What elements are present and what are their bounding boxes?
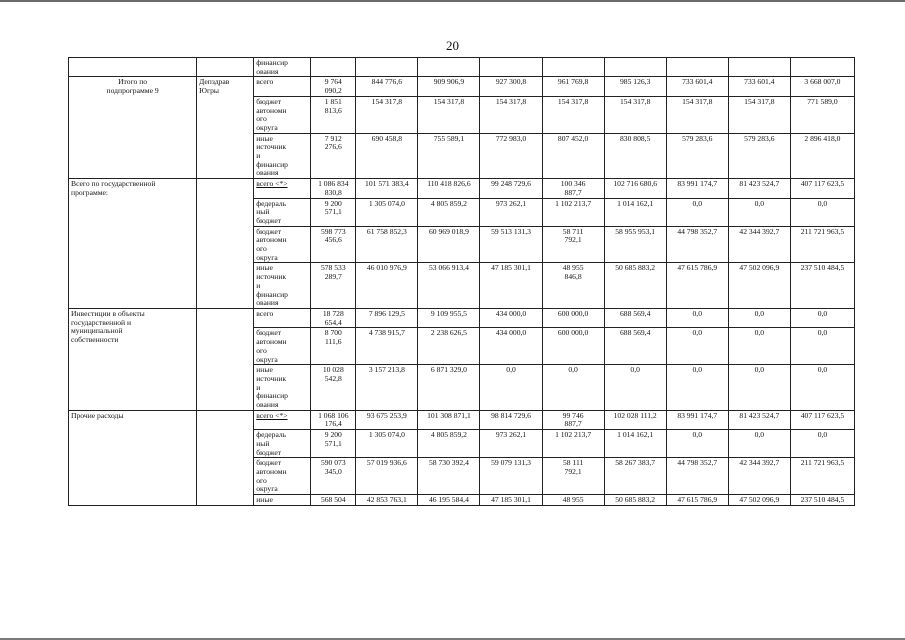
funding-source-cell: бюджет автономн ого округа [254,328,311,365]
value-cell: 690 458,8 [356,133,418,179]
value-cell: 50 685 883,2 [604,495,666,506]
value-cell: 600 000,0 [542,308,604,327]
funding-source-cell: иные источник и финансир ования [254,133,311,179]
value-cell: 961 769,8 [542,77,604,96]
value-cell: 9 200 571,1 [311,198,356,226]
value-cell: 0,0 [728,365,790,411]
budget-table [68,57,855,506]
value-cell: 211 721 963,5 [790,226,854,263]
value-cell: 102 716 680,6 [604,179,666,198]
value-cell: 985 126,3 [604,77,666,96]
budget-table-body [69,58,855,506]
value-cell: 0,0 [728,308,790,327]
value-cell [418,58,480,77]
value-cell: 600 000,0 [542,328,604,365]
value-cell: 579 283,6 [728,133,790,179]
value-cell: 733 601,4 [666,77,728,96]
value-cell: 58 955 953,1 [604,226,666,263]
value-cell: 47 185 301,1 [480,263,542,309]
value-cell [666,58,728,77]
value-cell: 0,0 [790,365,854,411]
executor-cell [197,179,254,309]
value-cell: 4 738 915,7 [356,328,418,365]
value-cell: 42 344 392,7 [728,458,790,495]
funding-source-cell: всего <*> [254,179,311,198]
value-cell: 1 102 213,7 [542,198,604,226]
value-cell [356,58,418,77]
value-cell: 154 317,8 [480,96,542,133]
executor-cell [197,308,254,410]
value-cell: 1 305 074,0 [356,430,418,458]
value-cell: 407 117 623,5 [790,410,854,429]
value-cell: 2 896 418,0 [790,133,854,179]
value-cell: 110 418 826,6 [418,179,480,198]
table-row [69,179,855,198]
value-cell: 9 109 955,5 [418,308,480,327]
value-cell: 237 510 484,5 [790,495,854,506]
value-cell: 60 969 018,9 [418,226,480,263]
value-cell: 101 308 871,1 [418,410,480,429]
value-cell: 9 764 090,2 [311,77,356,96]
value-cell: 1 068 106 176,4 [311,410,356,429]
value-cell: 0,0 [666,365,728,411]
value-cell [790,58,854,77]
value-cell: 237 510 484,5 [790,263,854,309]
value-cell: 688 569,4 [604,308,666,327]
value-cell: 0,0 [728,328,790,365]
funding-source-cell: финансир ования [254,58,311,77]
program-name-cell: Итого по подпрограмме 9 [69,77,197,179]
value-cell: 99 746 887,7 [542,410,604,429]
value-cell: 102 028 111,2 [604,410,666,429]
executor-cell [197,410,254,505]
value-cell: 99 248 729,6 [480,179,542,198]
value-cell: 58 267 383,7 [604,458,666,495]
value-cell: 1 014 162,1 [604,430,666,458]
value-cell: 211 721 963,5 [790,458,854,495]
value-cell: 58 730 392,4 [418,458,480,495]
program-cell [69,58,197,77]
value-cell: 50 685 883,2 [604,263,666,309]
value-cell: 154 317,8 [356,96,418,133]
value-cell: 0,0 [666,308,728,327]
value-cell: 53 066 913,4 [418,263,480,309]
value-cell: 3 157 213,8 [356,365,418,411]
table-row [69,410,855,429]
value-cell: 47 502 096,9 [728,263,790,309]
value-cell: 154 317,8 [666,96,728,133]
value-cell: 57 019 936,6 [356,458,418,495]
value-cell: 0,0 [790,198,854,226]
value-cell: 0,0 [790,328,854,365]
value-cell: 973 262,1 [480,430,542,458]
executor-cell: Депздрав Югры [197,77,254,179]
value-cell: 1 014 162,1 [604,198,666,226]
funding-source-cell: бюджет автономн ого округа [254,226,311,263]
value-cell: 909 906,9 [418,77,480,96]
value-cell: 61 758 852,3 [356,226,418,263]
value-cell: 7 896 129,5 [356,308,418,327]
value-cell: 4 805 859,2 [418,430,480,458]
value-cell: 0,0 [666,328,728,365]
funding-source-cell: иные источник и финансир ования [254,365,311,411]
value-cell: 10 028 542,8 [311,365,356,411]
value-cell: 154 317,8 [604,96,666,133]
value-cell: 46 010 976,9 [356,263,418,309]
value-cell: 8 700 111,6 [311,328,356,365]
value-cell: 44 798 352,7 [666,226,728,263]
funding-source-cell: всего [254,77,311,96]
value-cell: 688 569,4 [604,328,666,365]
value-cell [542,58,604,77]
funding-source-cell: всего [254,308,311,327]
value-cell: 0,0 [666,430,728,458]
funding-source-cell: всего <*> [254,410,311,429]
value-cell: 98 814 729,6 [480,410,542,429]
value-cell: 1 305 074,0 [356,198,418,226]
value-cell: 93 675 253,9 [356,410,418,429]
value-cell [311,58,356,77]
value-cell: 42 853 763,1 [356,495,418,506]
funding-source-cell: бюджет автономн ого округа [254,458,311,495]
table-row-continuation [69,58,855,77]
value-cell: 1 086 834 830,8 [311,179,356,198]
value-cell: 844 776,6 [356,77,418,96]
program-name-cell: Прочие расходы [69,410,197,505]
value-cell: 48 955 846,8 [542,263,604,309]
value-cell: 59 513 131,3 [480,226,542,263]
value-cell: 830 808,5 [604,133,666,179]
value-cell: 81 423 524,7 [728,179,790,198]
value-cell: 579 283,6 [666,133,728,179]
page-number: 20 [446,38,459,53]
value-cell: 81 423 524,7 [728,410,790,429]
value-cell: 755 589,1 [418,133,480,179]
value-cell: 434 000,0 [480,328,542,365]
value-cell: 83 991 174,7 [666,179,728,198]
value-cell: 154 317,8 [542,96,604,133]
value-cell: 4 805 859,2 [418,198,480,226]
value-cell: 58 711 792,1 [542,226,604,263]
value-cell: 154 317,8 [418,96,480,133]
value-cell: 0,0 [666,198,728,226]
value-cell: 0,0 [790,430,854,458]
value-cell [480,58,542,77]
program-name-cell: Инвестиции в объекты государственной и муниципальной собственности [69,308,197,410]
value-cell: 100 346 887,7 [542,179,604,198]
table-row [69,77,855,96]
executor-cell [197,58,254,77]
value-cell: 733 601,4 [728,77,790,96]
value-cell: 47 185 301,1 [480,495,542,506]
value-cell: 598 773 456,6 [311,226,356,263]
value-cell: 58 111 792,1 [542,458,604,495]
funding-source-cell: бюджет автономн ого округа [254,96,311,133]
value-cell: 434 000,0 [480,308,542,327]
value-cell: 47 502 096,9 [728,495,790,506]
value-cell: 1 851 813,6 [311,96,356,133]
value-cell: 48 955 [542,495,604,506]
value-cell: 9 200 571,1 [311,430,356,458]
value-cell: 578 533 289,7 [311,263,356,309]
value-cell: 7 912 276,6 [311,133,356,179]
value-cell: 0,0 [728,430,790,458]
value-cell [604,58,666,77]
value-cell: 407 117 623,5 [790,179,854,198]
value-cell: 0,0 [604,365,666,411]
value-cell: 771 589,0 [790,96,854,133]
funding-source-cell: иные источник и финансир ования [254,263,311,309]
value-cell: 59 079 131,3 [480,458,542,495]
value-cell: 154 317,8 [728,96,790,133]
funding-source-cell: федераль ный бюджет [254,430,311,458]
program-name-cell: Всего по государственной программе: [69,179,197,309]
value-cell: 3 668 007,0 [790,77,854,96]
value-cell: 2 238 626,5 [418,328,480,365]
value-cell: 83 991 174,7 [666,410,728,429]
funding-source-cell: иные [254,495,311,506]
value-cell: 807 452,0 [542,133,604,179]
value-cell: 47 615 786,9 [666,495,728,506]
value-cell: 0,0 [790,308,854,327]
value-cell: 44 798 352,7 [666,458,728,495]
value-cell: 1 102 213,7 [542,430,604,458]
value-cell: 46 195 584,4 [418,495,480,506]
value-cell: 101 571 383,4 [356,179,418,198]
value-cell: 973 262,1 [480,198,542,226]
value-cell: 0,0 [480,365,542,411]
value-cell: 927 300,8 [480,77,542,96]
value-cell: 590 073 345,0 [311,458,356,495]
value-cell: 0,0 [542,365,604,411]
value-cell: 772 983,0 [480,133,542,179]
value-cell: 18 728 654,4 [311,308,356,327]
funding-source-cell: федераль ный бюджет [254,198,311,226]
value-cell: 0,0 [728,198,790,226]
table-row [69,308,855,327]
value-cell: 568 504 [311,495,356,506]
value-cell: 6 871 329,0 [418,365,480,411]
value-cell [728,58,790,77]
value-cell: 42 344 392,7 [728,226,790,263]
value-cell: 47 615 786,9 [666,263,728,309]
